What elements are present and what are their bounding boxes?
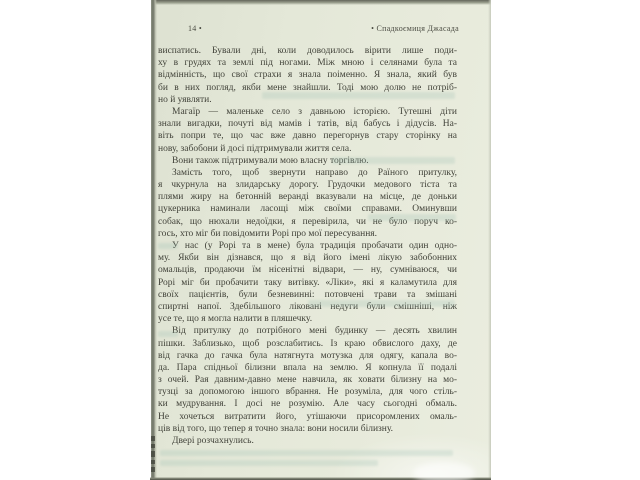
- showthrough-mark: [158, 243, 178, 249]
- text-line: нову, забобони й досі підтримували життя села.: [158, 143, 352, 154]
- showthrough-mark: [332, 157, 455, 164]
- text-line: я чкурнула на злидарську дорогу. Грудочки медового тіста та: [158, 180, 457, 191]
- paragraph: [158, 325, 457, 435]
- text-line: віть попри те, що час вже давно перегорнув стару сторінку на: [158, 131, 457, 142]
- page-header: [158, 24, 458, 35]
- paragraph: [158, 435, 457, 447]
- text-line: Від притулку до потрібного мені будинку — десять хвилин: [172, 326, 457, 337]
- showthrough-mark: [308, 300, 455, 307]
- text-line: цукерника наминали ласощі між своїми справами. Оминувши: [158, 204, 457, 215]
- text-line: да. Пара спідньої білизни впала на землю. Я копнула її подалі: [158, 362, 457, 373]
- text-line: собак, що нюхали недоїдки, я перевірила, чи не було поруч ко-: [158, 216, 457, 227]
- text-line: Вони також підтримували мою власну торгівлю.: [172, 155, 369, 166]
- spine-texture-mark: [151, 451, 155, 457]
- showthrough-mark: [262, 92, 455, 99]
- page-spine-edge: [150, 0, 157, 480]
- text-line: з очей. Рая давним-давно мене навчила, як ховати білизну на мо-: [158, 375, 457, 386]
- showthrough-mark: [160, 460, 378, 466]
- page-right-edge: [488, 0, 491, 480]
- text-line: виспатись. Бували дні, коли доводилось вірити лише поди-: [158, 46, 457, 56]
- running-title: • Спадкоємиця Джасада: [371, 24, 459, 33]
- text-line: від гачка до гачка була натягнута мотузка для одягу, капала во-: [158, 350, 457, 361]
- text-line: Двері розчахнулись.: [172, 436, 254, 446]
- paragraph: [158, 167, 457, 240]
- paragraph: [158, 240, 457, 325]
- text-line: ки мудрування. І досі не розумію. Але часу сьогодні обмаль.: [158, 399, 457, 410]
- text-line: тузці за допомогою іншого вбрання. Не розуміла, для чого стіль-: [158, 387, 457, 398]
- page-highlight: [413, 462, 475, 480]
- paragraph: [158, 106, 457, 155]
- text-line: плями жиру на бетонній веранді вказували на місце, де доньки: [158, 192, 457, 203]
- page-number: 14 •: [188, 24, 203, 33]
- showthrough-mark: [158, 331, 178, 337]
- text-line: ху в грудях та землі під ногами. Між мною і селянами була та: [158, 58, 457, 69]
- text-line: спиртні напої. Здебільшого ліковані недуги були смішніші, ніж: [158, 301, 457, 312]
- text-line: гось, хто міг би повідомити Рорі про мої пересування.: [158, 228, 378, 239]
- showthrough-mark: [160, 450, 453, 456]
- text-line: би в них погляд, якби мене знайшли. Тоді мою долю не потріб-: [158, 82, 457, 93]
- text-line: му. Якби він дізнався, що я від його імені лікую забобонних: [158, 253, 457, 264]
- text-line: омальців, продаючи їм нісенітні відвари, — ну, сумніваюся, чи: [158, 265, 457, 276]
- text-line: Замість того, щоб звернути направо до Раїного притулку,: [172, 167, 457, 178]
- showthrough-mark: [368, 214, 456, 221]
- page-top-edge: [150, 0, 491, 5]
- spine-texture-mark: [151, 467, 155, 472]
- spine-texture-mark: [151, 444, 155, 448]
- text-line: Рорі міг би пробачити таку витівку. «Ліки», які я каламутила для: [158, 277, 457, 288]
- spine-texture-mark: [151, 460, 155, 464]
- text-line: У нас (у Рорі та в мене) була традиція пробачати один одно-: [172, 241, 457, 251]
- book-page-photo: [150, 0, 491, 480]
- text-line: Не хочеться витратити його, утішаючи присоромлених омаль-: [158, 411, 457, 422]
- text-line: Магаїр — маленьке село з давньою історією. Тутешні діти: [172, 106, 457, 117]
- text-line: своїх пацієнтів, були безневинні: потовчені трави та змішані: [158, 289, 457, 300]
- spine-texture-mark: [151, 436, 155, 441]
- text-line: но й уявляти.: [158, 94, 212, 105]
- text-line: знали вигадки, почуті від мамів і татів, від бабусь і дідусів. На-: [158, 119, 457, 130]
- text-line: ців від того, що тепер я точно знала: вони носили білизну.: [158, 423, 394, 434]
- text-line: усе те, що я могла налити в пляшечку.: [158, 314, 313, 325]
- text-line: відмінність, що свої страхи я знала поіменно. Я знала, який був: [158, 70, 457, 81]
- page-body-text: [158, 45, 457, 447]
- text-line: пішки. Заблизько, щоб розслабитись. Із краю обвислого даху, де: [158, 338, 457, 349]
